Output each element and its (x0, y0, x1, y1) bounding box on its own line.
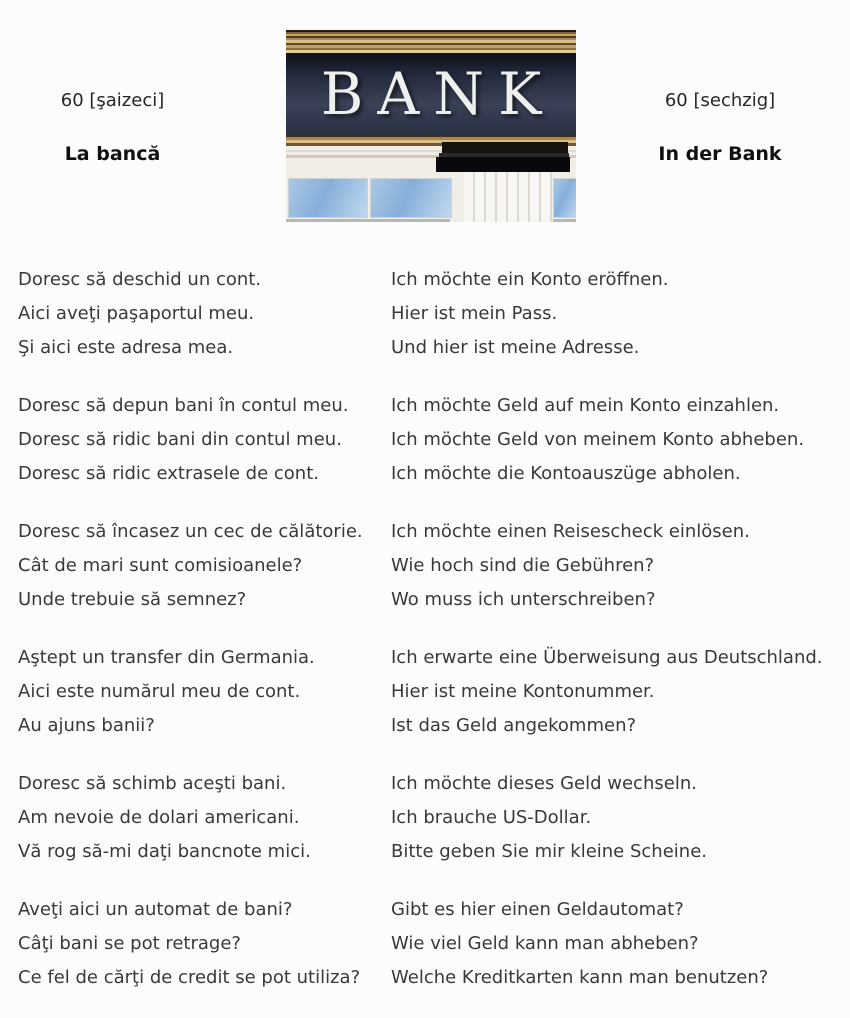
phrase-group (18, 388, 850, 490)
window-sill (553, 219, 576, 222)
phrase-de: Ich erwarte eine Überweisung aus Deutschland. (391, 646, 823, 668)
phrase-row (18, 514, 850, 548)
bank-sign (286, 53, 576, 135)
phrase-de: Ich möchte die Kontoauszüge abholen. (391, 462, 741, 484)
phrase-row (18, 926, 850, 960)
phrase-row (18, 708, 850, 742)
phrase-ro: Doresc să ridic bani din contul meu. (18, 428, 342, 450)
lesson-number-ro: 60 [şaizeci] (60, 90, 165, 111)
phrase-row (18, 800, 850, 834)
phrase-ro: Doresc să schimb aceşti bani. (18, 772, 287, 794)
lesson-title-de: In der Bank (658, 143, 782, 165)
phrase-ro: Doresc să depun bani în contul meu. (18, 394, 349, 416)
phrase-de: Welche Kreditkarten kann man benutzen? (391, 966, 769, 988)
phrase-row (18, 766, 850, 800)
phrase-de: Ist das Geld angekommen? (391, 714, 637, 736)
phrase-de: Hier ist mein Pass. (391, 302, 558, 324)
phrase-ro: Doresc să deschid un cont. (18, 268, 262, 290)
brass-molding (286, 30, 576, 53)
window (370, 178, 452, 218)
fluted-column (464, 172, 552, 222)
phrase-group (18, 640, 850, 742)
phrase-row (18, 262, 850, 296)
phrase-ro: Doresc să ridic extrasele de cont. (18, 462, 319, 484)
phrase-ro: Doresc să încasez un cec de călătorie. (18, 520, 363, 542)
phrase-ro: Aici este numărul meu de cont. (18, 680, 301, 702)
phrase-de: Bitte geben Sie mir kleine Scheine. (391, 840, 707, 862)
phrase-de: Hier ist meine Kontonummer. (391, 680, 655, 702)
bank-photo (286, 30, 576, 222)
phrase-row (18, 296, 850, 330)
phrase-ro: Aştept un transfer din Germania. (18, 646, 315, 668)
phrase-de: Gibt es hier einen Geldautomat? (391, 898, 684, 920)
phrase-de: Ich möchte einen Reisescheck einlösen. (391, 520, 750, 542)
phrase-de: Wie viel Geld kann man abheben? (391, 932, 699, 954)
phrase-ro: Vă rog să-mi daţi bancnote mici. (18, 840, 311, 862)
phrase-ro: Cât de mari sunt comisioanele? (18, 554, 303, 576)
lesson-number-de: 60 [sechzig] (664, 90, 776, 111)
window-sill (286, 219, 450, 222)
window (288, 178, 368, 218)
phrase-row (18, 892, 850, 926)
bank-sign-text: BANK (320, 60, 556, 128)
phrase-de: Wo muss ich unterschreiben? (391, 588, 656, 610)
lesson-title-ro: La bancă (64, 143, 161, 165)
phrase-row (18, 834, 850, 868)
phrase-row (18, 388, 850, 422)
phrase-de: Und hier ist meine Adresse. (391, 336, 640, 358)
phrase-de: Ich möchte Geld von meinem Konto abheben. (391, 428, 805, 450)
phrase-ro: Şi aici este adresa mea. (18, 336, 234, 358)
awning-cornice (436, 157, 570, 172)
phrase-group (18, 892, 850, 994)
window (553, 178, 576, 218)
phrase-de: Wie hoch sind die Gebühren? (391, 554, 655, 576)
phrase-ro: Au ajuns banii? (18, 714, 155, 736)
phrase-row (18, 582, 850, 616)
phrase-row (18, 330, 850, 364)
phrase-row (18, 674, 850, 708)
phrase-group (18, 262, 850, 364)
phrase-row (18, 640, 850, 674)
phrase-row (18, 456, 850, 490)
phrase-de: Ich möchte Geld auf mein Konto einzahlen. (391, 394, 780, 416)
phrase-de: Ich möchte ein Konto eröffnen. (391, 268, 669, 290)
phrase-group (18, 514, 850, 616)
phrase-row (18, 960, 850, 994)
phrase-de: Ich möchte dieses Geld wechseln. (391, 772, 697, 794)
phrase-ro: Unde trebuie să semnez? (18, 588, 247, 610)
phrase-ro: Câţi bani se pot retrage? (18, 932, 241, 954)
phrase-ro: Aveţi aici un automat de bani? (18, 898, 293, 920)
phrase-ro: Aici aveţi paşaportul meu. (18, 302, 255, 324)
phrase-ro: Ce fel de cărţi de credit se pot utiliza? (18, 966, 361, 988)
phrase-de: Ich brauche US-Dollar. (391, 806, 592, 828)
phrase-group (18, 766, 850, 868)
phrase-row (18, 548, 850, 582)
phrase-list (18, 262, 850, 1018)
phrase-row (18, 422, 850, 456)
phrase-ro: Am nevoie de dolari americani. (18, 806, 300, 828)
